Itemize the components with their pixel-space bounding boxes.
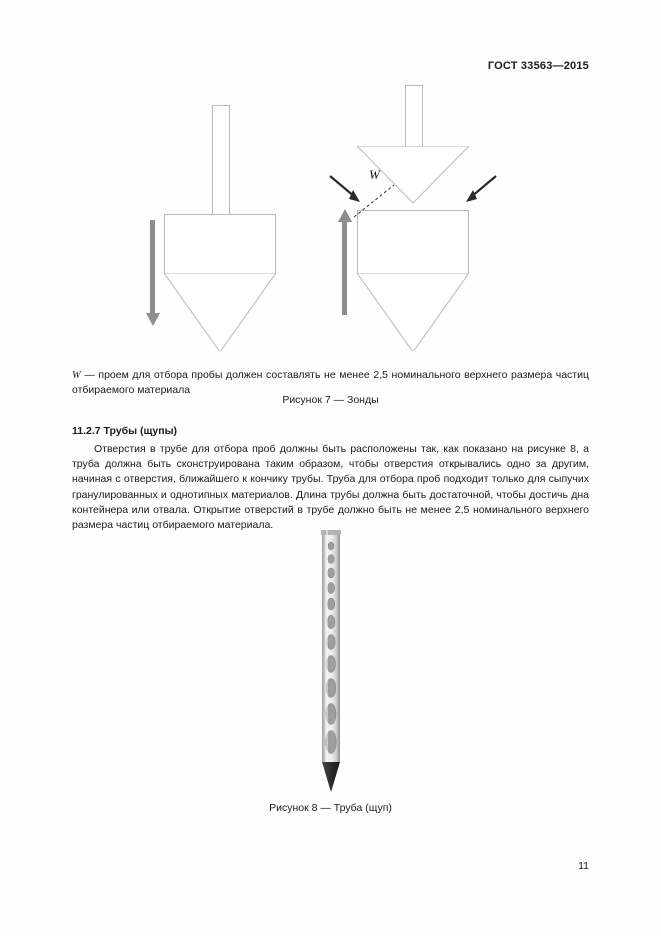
pointer-arrow-left bbox=[327, 173, 367, 207]
figure-8-caption: Рисунок 8 — Труба (щуп) bbox=[269, 802, 392, 814]
page-header-standard: ГОСТ 33563—2015 bbox=[487, 60, 589, 72]
section-paragraph: Отверстия в трубе для отбора проб должны быть расположены так, как показано на рисунке 8, а труба должна быть сконструирована таким образом, чтобы отверстия открывались одно за другим, начиная с отверстия, ближайшего к кончику трубы. Труба для отбора проб подходит только для сыпучих гранулированных и однотипных материалов. Длина трубы должна быть достаточной, чтобы достичь дна контейнера или отвала. Открытие отверстий в трубе должно быть не менее 2,5 номинального верхнего размера частиц отбираемого материала. bbox=[72, 443, 589, 532]
arrow-down-head bbox=[146, 313, 160, 326]
pointer-arrow-right bbox=[458, 173, 500, 207]
w-label: W bbox=[369, 167, 380, 182]
page-number: 11 bbox=[578, 860, 589, 872]
figure-8-diagram bbox=[0, 530, 661, 792]
section-heading: 11.2.7 Трубы (щупы) bbox=[72, 425, 178, 437]
arrow-down-line bbox=[150, 220, 155, 315]
arrow-up-line bbox=[342, 220, 347, 315]
figure-7-note-text: — проем для отбора пробы должен составлять не менее 2,5 номинального верхнего размера частиц отбираемого материала bbox=[72, 369, 589, 396]
figure-7-note-symbol: W bbox=[72, 370, 81, 381]
figure-7-diagram bbox=[72, 85, 592, 350]
probe-right-stem bbox=[405, 85, 423, 149]
arrow-up-head bbox=[338, 209, 352, 222]
probe-left-stem bbox=[212, 105, 230, 217]
figure-7-caption: Рисунок 7 — Зонды bbox=[282, 394, 379, 406]
probe-left-body bbox=[164, 214, 276, 274]
probe-right-tip bbox=[357, 273, 469, 351]
tube-probe-illustration bbox=[314, 530, 348, 792]
probe-left-tip bbox=[164, 273, 276, 351]
